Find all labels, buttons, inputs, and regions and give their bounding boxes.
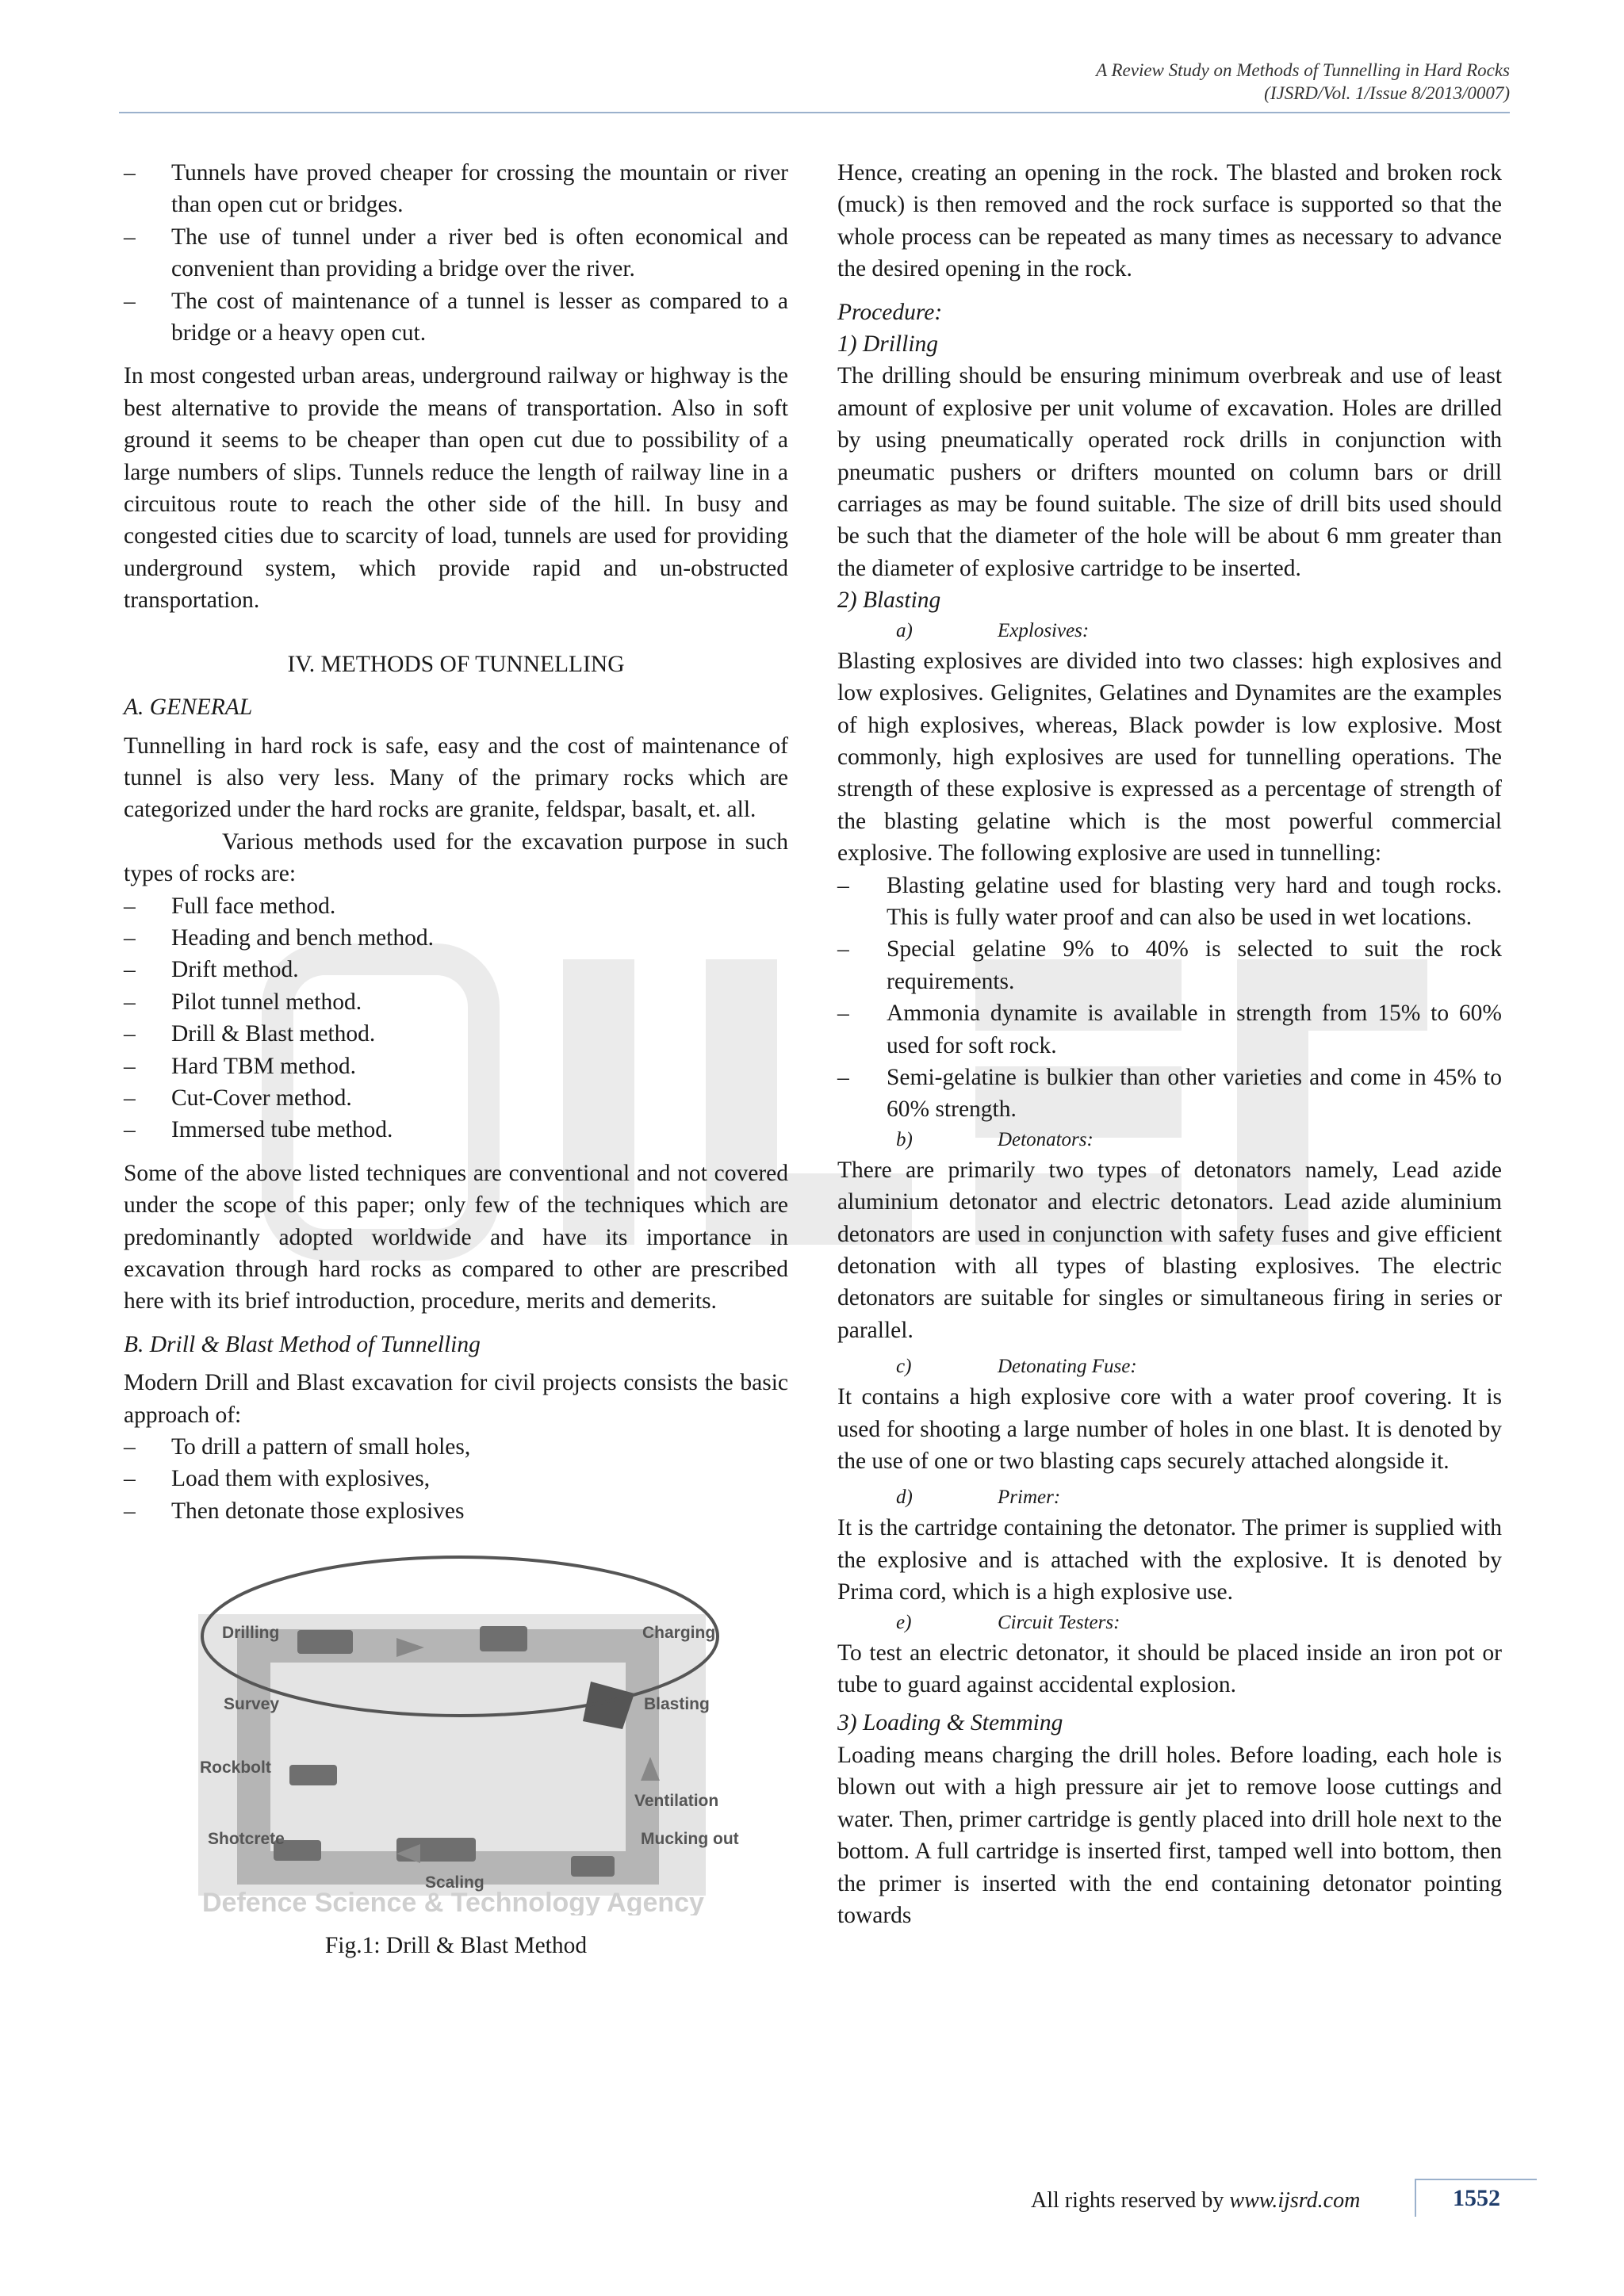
list-item: – Load them with explosives, [124,1463,788,1494]
advantages-list [124,157,788,349]
figure-caption: Fig.1: Drill & Blast Method [324,1933,588,1959]
paragraph-some: Some of the above listed techniques are conventional and not covered under the scope of this paper; only few of the techniques which are predominantly adopted worldwide and have its importance in excavation through hard rocks as compared to other are prescribed here with its brief introduction, procedure, merits and demerits. [124,1160,788,1314]
primer-heading: d) Primer: [896,1487,1061,1509]
paragraph-hence: Hence, creating an opening in the rock. The blasted and broken rock (muck) is then removed and the rock surface is supported so that the whole process can be repeated as many times as necessary to advance the desired opening in the rock. [837,160,1502,282]
mucker-icon [571,1856,615,1877]
label-survey: Survey [224,1695,280,1714]
circuit-testers-heading: e) Circuit Testers: [896,1611,1120,1633]
header-title: A Review Study on Methods of Tunnelling in Hard Rocks [1096,60,1510,80]
label-blasting: Blasting [644,1695,710,1714]
explosives-heading: a) Explosives: [896,619,1090,641]
list-item: – Tunnels have proved cheaper for crossing the mountain or river than open cut or bridges. [124,157,788,221]
paragraph-testers: To test an electric detonator, it should be placed inside an iron pot or tube to guard against accidental explosion. [837,1640,1502,1698]
list-item: – Heading and bench method. [124,922,788,954]
subsection-heading-general: A. GENERAL [124,695,253,721]
paragraph-general: Tunnelling in hard rock is safe, easy and the cost of maintenance of tunnel is also very less. Many of the primary rocks which are categorized under the hard rocks are granite, feldspar, basalt, et. all. [124,733,788,823]
drilling-heading: 1) Drilling [837,331,939,358]
paragraph-fuse: It contains a high explosive core with a water proof covering. It is used for shooting a large number of holes in one blast. It is denoted by the use of one or two blasting caps securely attached alongside it. [837,1384,1502,1475]
procedure-heading: Procedure: [837,299,943,325]
paragraph-drilling: The drilling should be ensuring minimum overbreak and use of least amount of explosive per unit volume of excavation. Holes are drilled by using pneumatically operated rock drills in conjunction with pneumatic pushers or drifters mounted on column bars or drill carriages as may be found suitable. The size of drill bits used should be such that the diameter of the hole will be about 6 mm greater than the diameter of explosive cartridge to be inserted. [837,363,1502,581]
paragraph-various: Various methods used for the excavation purpose in such types of rocks are: [124,828,788,887]
label-mucking-out: Mucking out [641,1830,739,1849]
list-item: – Full face method. [124,890,788,922]
page-number: 1552 [1415,2179,1537,2217]
paragraph-urban: In most congested urban areas, underground railway or highway is the best alternative to provide the means of transportation. Also in soft ground it seems to be cheaper than open cut due to possibility of a large numbers of slips. Tunnels reduce the length of railway line in a circuitous route to reach the other side of the hill. In busy and congested cities due to scarcity of load, tunnels are used for providing underground system, which provide rapid and un-obstructed transportation. [124,363,788,614]
list-item: – The cost of maintenance of a tunnel is lesser as compared to a bridge or a heavy open cut. [124,285,788,350]
list-item: – Cut-Cover method. [124,1082,788,1114]
list-item: – Blasting gelatine used for blasting very hard and tough rocks. This is fully water proof and can also be used in wet locations. [837,870,1502,934]
drilling-rig-icon [297,1630,353,1654]
explosive-list [837,870,1502,1126]
approach-list [124,1431,788,1527]
label-charging: Charging [642,1624,716,1643]
label-shotcrete: Shotcrete [208,1830,285,1849]
label-ventilation: Ventilation [634,1792,719,1811]
left-column [124,157,788,1962]
list-item: – Hard TBM method. [124,1050,788,1082]
detonators-heading: b) Detonators: [896,1128,1094,1150]
footer-site-link[interactable]: www.ijsrd.com [1229,2188,1361,2213]
figure-drill-blast [159,1551,744,1915]
paragraph-loading: Loading means charging the drill holes. Before loading, each hole is blown out with a high pressure air jet to remove loose cuttings and water. Then, primer cartridge is gently placed into drill hole next to the bottom. A full cartridge is inserted first, tamped well into bottom, then the primer is inserted with the end containing detonator pointing towards [837,1742,1502,1928]
label-drilling: Drilling [222,1624,280,1643]
figure-credit: Defence Science & Technology Agency [202,1888,704,1916]
paragraph-modern: Modern Drill and Blast excavation for civil projects consists the basic approach of: [124,1370,788,1428]
list-item: – Drill & Blast method. [124,1018,788,1050]
blasting-heading: 2) Blasting [837,587,941,614]
list-item: – The use of tunnel under a river bed is often economical and convenient than providing a bridge over the river. [124,221,788,285]
section-heading: IV. METHODS OF TUNNELLING [287,651,625,677]
detonating-fuse-heading: c) Detonating Fuse: [896,1356,1137,1378]
list-item: – To drill a pattern of small holes, [124,1431,788,1463]
list-item: – Then detonate those explosives [124,1495,788,1527]
drill-blast-cycle-diagram [159,1551,744,1915]
footer-rights: All rights reserved by [1031,2188,1230,2213]
header-rule [119,112,1510,113]
label-scaling: Scaling [425,1873,485,1892]
paragraph-primer: It is the cartridge containing the detonator. The primer is supplied with the explosive and is attached with the explosive. It is denoted by Prima cord, which is a high explosive use. [837,1515,1502,1605]
list-item: – Ammonia dynamite is available in strength from 15% to 60% used for soft rock. [837,997,1502,1062]
right-column [837,157,1502,1931]
subsection-heading-drill-blast: B. Drill & Blast Method of Tunnelling [124,1331,481,1357]
rockbolt-rig-icon [289,1765,337,1785]
charging-rig-icon [480,1626,527,1651]
list-item: – Drift method. [124,954,788,985]
methods-list [124,890,788,1146]
running-header [1096,59,1510,105]
header-journal: (IJSRD/Vol. 1/Issue 8/2013/0007) [1264,83,1510,103]
list-item: – Pilot tunnel method. [124,986,788,1018]
label-rockbolt: Rockbolt [200,1758,271,1777]
list-item: – Semi-gelatine is bulkier than other varieties and come in 45% to 60% strength. [837,1062,1502,1126]
loading-heading: 3) Loading & Stemming [837,1710,1063,1736]
paragraph-explosives: Blasting explosives are divided into two classes: high explosives and low explosives. Gelignites, Gelatines and Dynamites are the examples of high explosives, whereas, Black powder is low explosive. Most commonly, high explosives are used for tunnelling operations. The strength of these explosive is expressed as a percentage of strength of the blasting gelatine which is the most powerful commercial explosive. The following explosive are used in tunnelling: [837,648,1502,867]
list-item: – Immersed tube method. [124,1114,788,1146]
paragraph-detonators: There are primarily two types of detonators namely, Lead azide aluminium detonator and electric detonators. Lead azide aluminium detonators are used in conjunction with safety fuses and give efficient detonation with all types of blasting explosives. The electric detonators are suitable for singles or simultaneous firing in series or parallel. [837,1157,1502,1343]
list-item: – Special gelatine 9% to 40% is selected to suit the rock requirements. [837,933,1502,997]
footer [1031,2188,1360,2214]
